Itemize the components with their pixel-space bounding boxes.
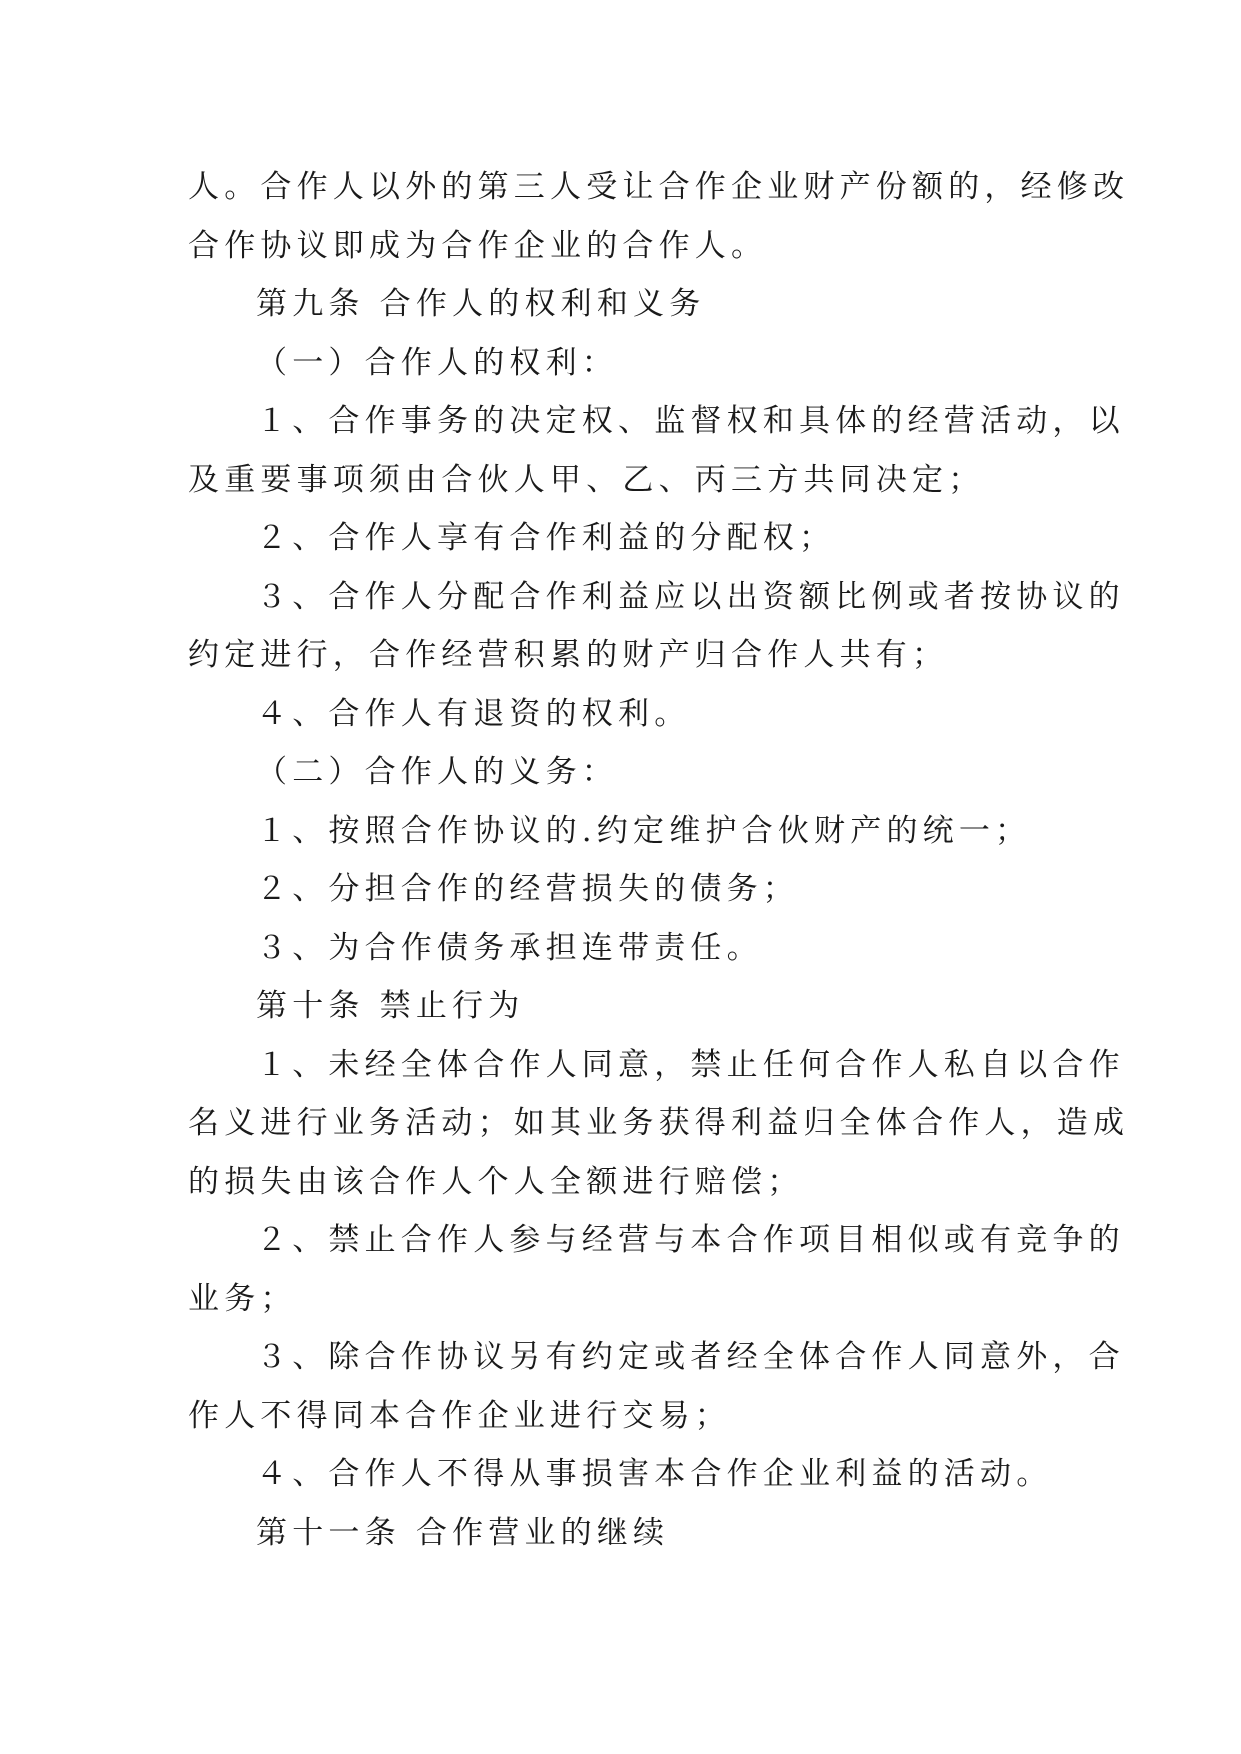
paragraph-line: 名义进行业务活动；如其业务获得利益归全体合作人，造成 bbox=[188, 1105, 1130, 1141]
document-paragraph bbox=[188, 158, 1130, 275]
document-paragraph bbox=[188, 1211, 1125, 1328]
paragraph-line: 第十条 禁止行为 bbox=[256, 988, 525, 1024]
paragraph-line: （二）合作人的义务： bbox=[256, 754, 618, 790]
document-paragraph bbox=[188, 392, 1125, 509]
document-paragraph bbox=[188, 568, 1125, 685]
paragraph-line: 及重要事项须由合伙人甲、乙、丙三方共同决定； bbox=[188, 461, 985, 498]
document-paragraph bbox=[188, 509, 1056, 568]
paragraph-line: ３、除合作协议另有约定或者经全体合作人同意外，合 bbox=[256, 1339, 1125, 1375]
paragraph-line: 的损失由该合作人个人全额进行赔偿； bbox=[188, 1163, 804, 1200]
paragraph-line: 业务； bbox=[188, 1280, 297, 1317]
paragraph-line: １、未经全体合作人同意，禁止任何合作人私自以合作 bbox=[256, 1046, 1125, 1083]
paragraph-line: ３、合作人分配合作利益应以出资额比例或者按协议的 bbox=[256, 578, 1125, 615]
document-paragraph bbox=[188, 743, 1056, 802]
paragraph-line: 第九条 合作人的权利和义务 bbox=[256, 286, 706, 322]
paragraph-line: ４、合作人有退资的权利。 bbox=[256, 695, 691, 732]
document-paragraph bbox=[188, 1504, 1056, 1563]
document-paragraph bbox=[188, 919, 1056, 978]
paragraph-line: ２、分担合作的经营损失的债务； bbox=[256, 871, 799, 907]
paragraph-line: １、按照合作协议的.约定维护合伙财产的统一； bbox=[256, 812, 1032, 849]
paragraph-line: ２、合作人享有合作利益的分配权； bbox=[256, 520, 836, 556]
document-paragraph bbox=[188, 685, 1056, 744]
paragraph-line: 合作协议即成为合作企业的合作人。 bbox=[188, 227, 768, 264]
paragraph-line: １、合作事务的决定权、监督权和具体的经营活动，以 bbox=[256, 403, 1125, 439]
paragraph-line: （一）合作人的权利： bbox=[256, 344, 618, 381]
paragraph-line: ２、禁止合作人参与经营与本合作项目相似或有竞争的 bbox=[256, 1222, 1125, 1258]
paragraph-line: ３、为合作债务承担连带责任。 bbox=[256, 929, 763, 966]
paragraph-line: ４、合作人不得从事损害本合作企业利益的活动。 bbox=[256, 1456, 1053, 1492]
paragraph-line: 约定进行，合作经营积累的财产归合作人共有； bbox=[188, 637, 949, 673]
document-paragraph bbox=[188, 1445, 1056, 1504]
paragraph-line: 作人不得同本合作企业进行交易； bbox=[188, 1397, 731, 1434]
paragraph-line: 人。合作人以外的第三人受让合作企业财产份额的，经修改 bbox=[188, 169, 1130, 205]
document-paragraph bbox=[188, 1036, 1130, 1212]
document-body bbox=[188, 158, 1130, 1562]
document-paragraph bbox=[188, 1328, 1125, 1445]
paragraph-line: 第十一条 合作营业的继续 bbox=[256, 1514, 670, 1551]
document-paragraph bbox=[188, 275, 1056, 334]
document-paragraph bbox=[188, 977, 1056, 1036]
document-paragraph bbox=[188, 334, 1056, 393]
document-paragraph bbox=[188, 802, 1056, 861]
document-paragraph bbox=[188, 860, 1056, 919]
